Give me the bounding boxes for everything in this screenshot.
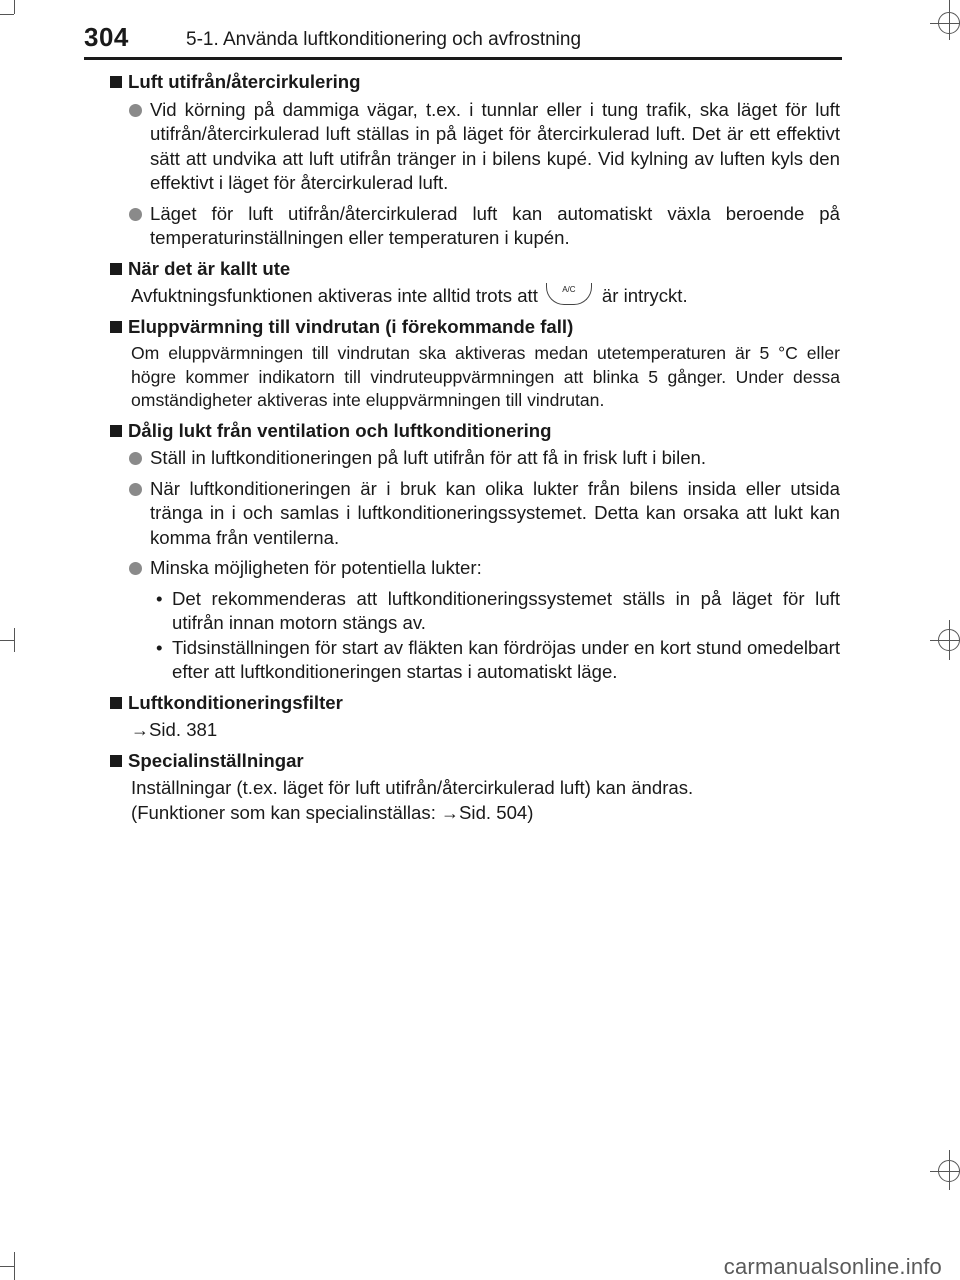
page-content (110, 70, 840, 831)
dot-icon: • (156, 636, 163, 658)
crop-mark-bottom-right (930, 1171, 960, 1172)
sub-list-item: • Det rekommenderas att luftkonditioneringssystemet ställs in på läget för luft utifrån innan motorn stängs av. (156, 587, 840, 636)
crop-mark-bottom-left (0, 1266, 14, 1267)
round-bullet-icon (129, 452, 142, 465)
round-bullet-icon (129, 483, 142, 496)
section-cold-outside (110, 257, 840, 309)
dot-icon: • (156, 587, 163, 609)
section-heading: Luftkonditioneringsfilter (110, 691, 840, 716)
list-item: När luftkonditioneringen är i bruk kan olika lukter från bilens insida eller utsida tränga in i och samlas i luftkonditioneringssystemet. Detta kan orsaka att lukt kan komma från ventilerna. (129, 477, 840, 551)
section-heading: Luft utifrån/återcirkulering (110, 70, 840, 95)
sub-list (156, 587, 840, 685)
list-item: Vid körning på dammiga vägar, t.ex. i tunnlar eller i tung trafik, ska läget för luft utifrån/återcirkulerad luft ställas in på läget för återcirkulerad luft. Det är ett effektivt sätt att undvika att luft utifrån tränger in i bilens kupé. Vid kylning av luften kyls den effektivt i läget för återcirkulerad luft. (129, 98, 840, 196)
section-bad-odor (110, 419, 840, 685)
crop-mark-bottom-left-v (14, 1252, 15, 1280)
page-number: 304 (84, 22, 129, 52)
square-bullet-icon (110, 76, 122, 88)
section-outside-air (110, 70, 840, 251)
square-bullet-icon (110, 425, 122, 437)
round-bullet-icon (129, 562, 142, 575)
section-ac-filter (110, 691, 840, 743)
crop-mark-mid-right (930, 640, 960, 641)
sub-list-item: • Tidsinställningen för start av fläkten kan fördröjas under en kort stund omedelbart efter att luftkonditioneringen startas i automatiskt läge. (156, 636, 840, 685)
page-reference[interactable]: →Sid. 381 (131, 719, 218, 740)
section-heading: Specialinställningar (110, 749, 840, 774)
square-bullet-icon (110, 697, 122, 709)
section-heading: Eluppvärmning till vindrutan (i förekommande fall) (110, 315, 840, 340)
watermark-text: carmanualsonline.info (723, 1254, 942, 1279)
page-reference[interactable]: (Funktioner som kan specialinställas: →Sid. 504) (131, 801, 534, 823)
section-heading: När det är kallt ute (110, 257, 840, 282)
arrow-right-icon: → (441, 802, 460, 823)
square-bullet-icon (110, 321, 122, 333)
square-bullet-icon (110, 263, 122, 275)
paragraph: Inställningar (t.ex. läget för luft utifrån/återcirkulerad luft) kan ändras. (131, 777, 694, 798)
section-custom-settings (110, 749, 840, 826)
square-bullet-icon (110, 755, 122, 767)
arrow-right-icon: → (131, 720, 149, 740)
chapter-title: 5-1. Använda luftkonditionering och avfrostning (186, 29, 582, 50)
page-header (0, 0, 960, 60)
paragraph: Om eluppvärmningen till vindrutan ska aktiveras medan utetemperaturen är 5 °C eller högre kommer indikatorn till vindruteuppvärmningen att blinka 5 gånger. Under dessa omständigheter aktiveras inte eluppvärmningen till vindrutan. (131, 343, 840, 410)
section-windshield-heating (110, 315, 840, 413)
section-heading: Dålig lukt från ventilation och luftkonditionering (110, 419, 840, 444)
ac-button-icon: A/C (546, 283, 592, 305)
crop-mark-mid-left-v (14, 628, 15, 652)
header-rule (84, 57, 842, 60)
paragraph: Avfuktningsfunktionen aktiveras inte alltid trots att A/C är intryckt. (131, 285, 688, 306)
crop-mark-bottom-right-v (949, 1150, 950, 1190)
list-item: Minska möjligheten för potentiella lukter: (129, 556, 840, 581)
list-item: Läget för luft utifrån/återcirkulerad luft kan automatiskt växla beroende på temperaturinställningen eller temperaturen i kupén. (129, 202, 840, 251)
crop-mark-mid-left (0, 640, 14, 641)
round-bullet-icon (129, 208, 142, 221)
round-bullet-icon (129, 104, 142, 117)
list-item: Ställ in luftkonditioneringen på luft utifrån för att få in frisk luft i bilen. (129, 446, 840, 471)
crop-mark-mid-right-v (949, 620, 950, 660)
